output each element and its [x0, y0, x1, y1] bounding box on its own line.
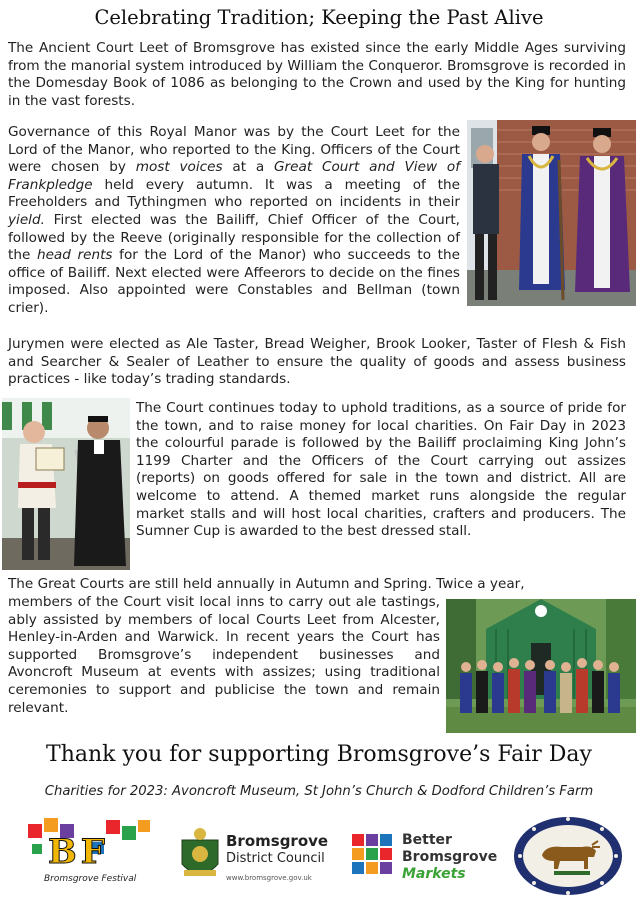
council-name-line2: District Council	[226, 851, 325, 866]
court-leet-emblem	[512, 815, 624, 897]
photo-group-at-church	[446, 599, 636, 733]
festival-initials: BF	[48, 832, 109, 872]
photo-court-officers	[467, 120, 636, 306]
better-bromsgrove-markets-logo	[352, 830, 498, 886]
charities-line: Charities for 2023: Avoncroft Museum, St John’s Church & Dodford Children’s Farm	[44, 784, 594, 799]
council-name-line1: Bromsgrove	[226, 832, 329, 850]
thank-you-heading: Thank you for supporting Bromsgrove’s Fair Day	[46, 742, 592, 767]
bromsgrove-festival-logo	[22, 816, 162, 892]
paragraph-governance: Governance of this Royal Manor was by the Court Leet for the Lord of the Manor, who reported to the King. Officers of the Court were chosen by most voices at a Great Court and View of Frankpledge held every autumn. It was a meeting of the Freeholders and Tythingmen who reported on incidents in their yield. First elected was the Bailiff, Chief Officer of the Court, followed by the Reeve (originally responsible for the collection of the head rents for the Lord of the Manor) who succeeds to the office of Bailiff. Next elected were Affeerors to decide on the fines imposed. Also appointed were Constables and Bellman (town crier).	[8, 124, 460, 316]
council-url: www.bromsgrove.gov.uk	[226, 874, 312, 882]
paragraph-court-today: The Court continues today to uphold traditions, as a source of pride for the town, and to raise money for local charities. On Fair Day in 2023 the colourful parade is followed by the Bailiff proclaiming King John’s 1199 Charter and the Officers of the Court carrying out assizes (reports) on goods offered for sale in the town and district. All are welcome to attend. A themed market runs alongside the regular market stalls and will host local charities, crafters and producers. The Sumner Cup is awarded to the best dressed stall.	[136, 400, 626, 540]
paragraph-great-courts-lead: The Great Courts are still held annually in Autumn and Spring. Twice a year,	[8, 576, 525, 592]
photo-award-presentation	[2, 398, 130, 570]
bromsgrove-council-logo	[178, 826, 328, 892]
paragraph-history: The Ancient Court Leet of Bromsgrove has existed since the early Middle Ages surviving from the manorial system introduced by William the Conqueror. Bromsgrove is recorded in the Domesday Book of 1086 as belonging to the Crown and used by the King for hunting in the vast forests.	[8, 40, 626, 109]
markets-line3: Markets	[402, 866, 466, 882]
markets-line2: Bromsgrove	[402, 849, 498, 865]
paragraph-great-courts: members of the Court visit local inns to carry out ale tastings, ably assisted by members of local Courts Leet from Alcester, Henley-in-Arden and Warwick. In recent years the Court has supported Bromsgrove’s independent businesses and Avoncroft Museum at events with assizes; using traditional ceremonies to support and publicise the town and remain relevant.	[8, 594, 440, 716]
paragraph-jurymen: Jurymen were elected as Ale Taster, Bread Weigher, Brook Looker, Taster of Flesh & Fish and Searcher & Sealer of Leather to ensure the quality of goods and assess business practices - like today’s trading standards.	[8, 336, 626, 388]
markets-line1: Better	[402, 832, 452, 848]
page-title: Celebrating Tradition; Keeping the Past Alive	[94, 6, 544, 29]
festival-name: Bromsgrove Festival	[44, 874, 137, 884]
